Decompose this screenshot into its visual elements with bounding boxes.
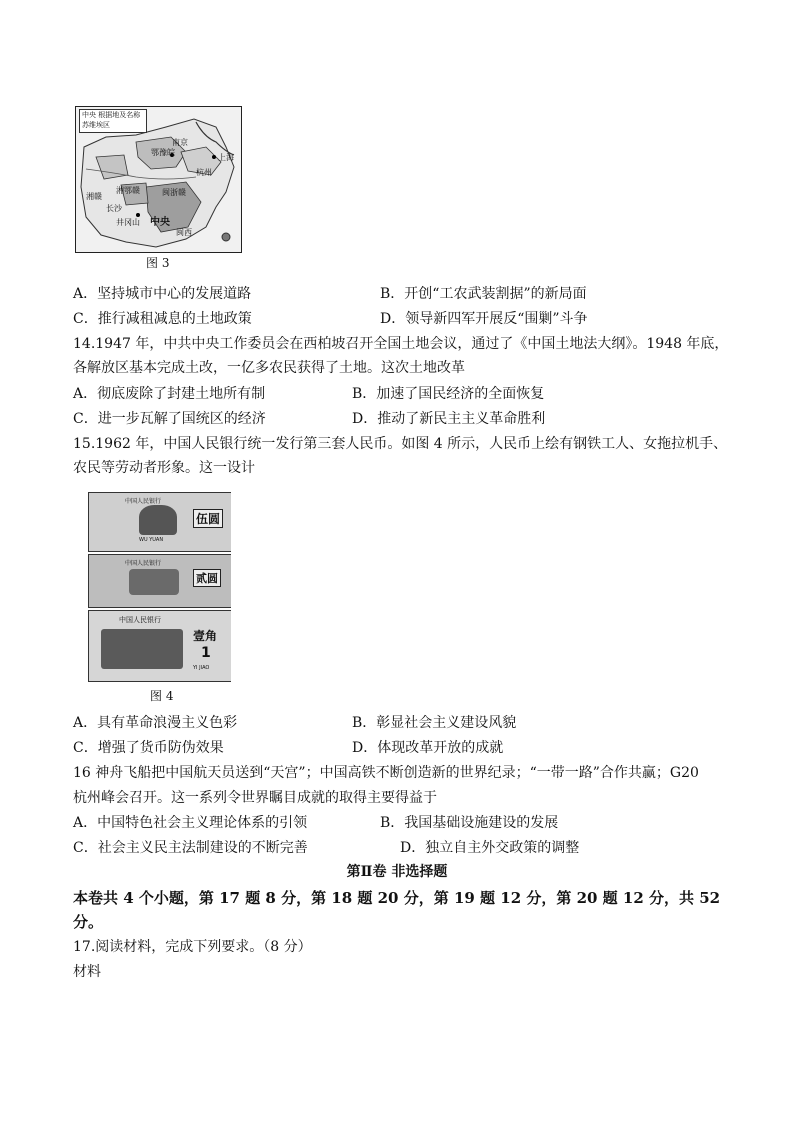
figure-3-map (75, 106, 242, 253)
q13-option-c: C．推行减租减息的土地政策 (73, 311, 252, 327)
q15-option-a: A．具有革命浪漫主义色彩 (73, 715, 238, 731)
q14-option-b: B．加速了国民经济的全面恢复 (352, 386, 545, 402)
map-label: 长沙 (106, 204, 122, 213)
figure-4-caption: 图 4 (150, 689, 174, 703)
banknote-one-jiao (88, 610, 231, 682)
map-label: 鄂豫皖 (151, 148, 175, 157)
note-roman-text: WU YUAN (139, 537, 164, 543)
map-legend (79, 109, 147, 133)
map-label: 闽浙赣 (162, 188, 186, 197)
map-legend-line-1: 中央 根据地及名称 (82, 111, 141, 119)
part-2-intro-line-1: 本卷共 4 个小题，第 17 题 8 分，第 18 题 20 分，第 19 题 12 分，第 20 题 12 分，共 52 (73, 889, 721, 907)
q16-stem-line-2: 杭州峰会召开。这一系列令世界瞩目成就的取得主要得益于 (73, 790, 437, 806)
map-label: 湘鄂赣 (116, 186, 140, 195)
q15-stem-line-2: 农民等劳动者形象。这一设计 (73, 460, 255, 476)
q13-option-b: B．开创“工农武装割据”的新局面 (380, 286, 587, 302)
map-label: 上海 (218, 153, 234, 162)
q15-option-d: D．体现改革开放的成就 (352, 740, 504, 756)
bank-name-text: 中国人民银行 (125, 560, 162, 567)
worker-portrait (139, 505, 177, 535)
bank-name-text: 中国人民银行 (119, 616, 161, 624)
q15-option-b: B．彰显社会主义建设风貌 (352, 715, 517, 731)
note-value-text: 贰圆 (193, 569, 221, 587)
q14-option-c: C．进一步瓦解了国统区的经济 (73, 411, 266, 427)
q16-option-c: C．社会主义民主法制建设的不断完善 (73, 840, 308, 856)
note-value-text: 壹角 (193, 629, 218, 643)
banknote-five-yuan (88, 492, 231, 552)
q16-option-a: A．中国特色社会主义理论体系的引领 (73, 815, 308, 831)
figure-3-caption: 图 3 (146, 256, 170, 270)
q13-option-d: D．领导新四军开展反“围剿”斗争 (380, 311, 588, 327)
part-2-intro-line-2: 分。 (73, 913, 104, 931)
map-label: 井冈山 (116, 218, 140, 227)
map-legend-line-2: 苏维埃区 (82, 121, 110, 129)
farmers-scene (101, 629, 183, 669)
tractor-scene (129, 569, 179, 595)
bank-name-text: 中国人民银行 (125, 498, 162, 505)
note-digit-text: 1 (201, 645, 211, 661)
map-label: 南京 (172, 138, 188, 147)
q16-option-d: D．独立自主外交政策的调整 (400, 840, 580, 856)
q17-stem: 17.阅读材料，完成下列要求。（8 分） (73, 939, 312, 955)
map-label: 中央 (150, 217, 170, 228)
q14-stem-line-2: 各解放区基本完成土改，一亿多农民获得了土地。这次土地改革 (73, 360, 465, 376)
q16-stem-line-1: 16 神舟飞船把中国航天员送到“天宫”；中国高铁不断创造新的世界纪录；“一带一路”合作共赢；G20 (73, 765, 699, 781)
q14-option-a: A．彻底废除了封建土地所有制 (73, 386, 266, 402)
note-roman-text: YI JIAO (193, 665, 210, 671)
note-value-text: 伍圆 (193, 509, 223, 528)
map-label: 闽西 (176, 228, 192, 237)
q14-option-d: D．推动了新民主主义革命胜利 (352, 411, 546, 427)
q16-option-b: B．我国基础设施建设的发展 (380, 815, 559, 831)
q17-material-label: 材料 (73, 964, 101, 980)
q14-stem-line-1: 14.1947 年，中共中央工作委员会在西柏坡召开全国土地会议，通过了《中国土地法大纲》。1948 年底， (73, 336, 729, 352)
q15-stem-line-1: 15.1962 年，中国人民银行统一发行第三套人民币。如图 4 所示，人民币上绘有钢铁工人、女拖拉机手、 (73, 436, 728, 452)
figure-4-banknotes (88, 492, 231, 682)
q13-option-a: A．坚持城市中心的发展道路 (73, 286, 252, 302)
map-label: 湘赣 (86, 192, 102, 201)
q15-option-c: C．增强了货币防伪效果 (73, 740, 224, 756)
part-2-title: 第Ⅱ卷 非选择题 (346, 864, 448, 880)
map-label: 杭州 (196, 168, 212, 177)
banknote-two-yuan (88, 554, 231, 608)
